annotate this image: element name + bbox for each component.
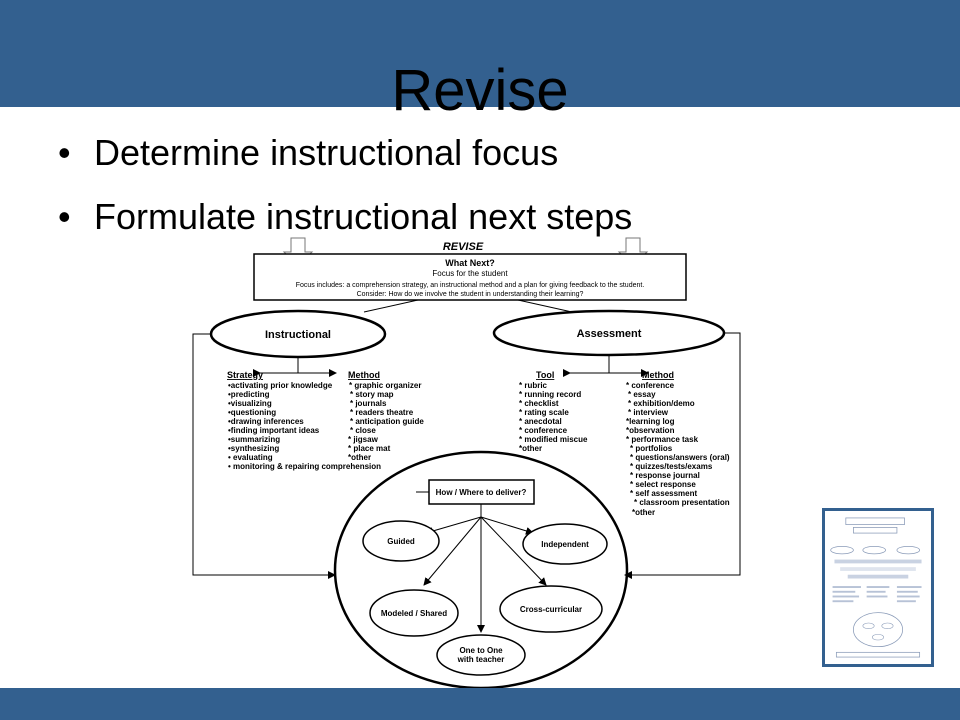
method-header: Method xyxy=(348,370,380,380)
tool-item: * checklist xyxy=(519,399,559,408)
method-item: * journals xyxy=(350,399,387,408)
independent-label: Independent xyxy=(541,540,589,549)
tool-item: * conference xyxy=(519,426,568,435)
method-item: * anticipation guide xyxy=(350,417,424,426)
method-item: * place mat xyxy=(348,444,391,453)
bullet-dot: • xyxy=(58,132,71,173)
cross-curricular-label: Cross-curricular xyxy=(519,605,583,614)
tool-item: *other xyxy=(519,444,543,453)
strategy-header: Strategy xyxy=(227,370,264,380)
connector xyxy=(518,300,572,312)
assessment-method-item: * select response xyxy=(630,480,696,489)
instructional-label: Instructional xyxy=(264,329,332,341)
assessment-method-item: * classroom presentation xyxy=(634,498,730,507)
revise-header: REVISE xyxy=(442,241,484,253)
assessment-method-item: * interview xyxy=(628,408,669,417)
what-next-title: What Next? xyxy=(445,258,495,268)
strategy-item: •predicting xyxy=(228,390,270,399)
assessment-method-item: *observation xyxy=(626,426,675,435)
tool-header: Tool xyxy=(536,370,555,380)
footer-band xyxy=(0,688,960,720)
method-item: * jigsaw xyxy=(348,435,378,444)
strategy-item: •activating prior knowledge xyxy=(228,381,333,390)
bullet-text: Determine instructional focus xyxy=(94,132,559,173)
assessment-method-item: * exhibition/demo xyxy=(628,399,695,408)
assessment-method-item: * performance task xyxy=(626,435,699,444)
consider-text: Consider: How do we involve the student in understanding their learning? xyxy=(356,291,584,298)
method-item: * graphic organizer xyxy=(349,381,422,390)
assessment-method-item: * portfolios xyxy=(630,444,673,453)
assessment-method-item: * quizzes/tests/exams xyxy=(630,462,713,471)
one-to-one-label: One to One xyxy=(459,646,503,655)
tool-item: * rating scale xyxy=(519,408,569,417)
modeled-label: Modeled / Shared xyxy=(380,609,448,618)
strategy-item: •drawing inferences xyxy=(228,417,304,426)
revise-diagram xyxy=(188,230,748,688)
assessment-method-item: * response journal xyxy=(630,471,700,480)
connector xyxy=(364,300,418,312)
guided-label: Guided xyxy=(387,537,415,546)
strategy-item: •synthesizing xyxy=(228,444,280,453)
assessment-method-item: * conference xyxy=(626,381,675,390)
tool-item: * anecdotal xyxy=(519,417,562,426)
method-item: * story map xyxy=(350,390,394,399)
method-item: * readers theatre xyxy=(350,408,414,417)
strategy-item: •questioning xyxy=(228,408,277,417)
assessment-method-header: Method xyxy=(642,370,674,380)
tool-item: * modified miscue xyxy=(519,435,588,444)
assessment-method-item: * questions/answers (oral) xyxy=(630,453,730,462)
bullet-item xyxy=(58,132,558,174)
deliver-question: How / Where to deliver? xyxy=(435,488,527,497)
focus-title: Focus for the student xyxy=(432,269,508,278)
strategy-item: • evaluating xyxy=(228,453,273,462)
assessment-method-item: * self assessment xyxy=(630,489,698,498)
method-item: *other xyxy=(348,453,372,462)
assessment-method-item: * essay xyxy=(628,390,656,399)
focus-description: Focus includes: a comprehension strategy, an instructional method and a plan for giving feedback to the student. xyxy=(295,282,645,289)
method-item: * close xyxy=(350,426,376,435)
one-to-one-label-2: with teacher xyxy=(457,655,505,664)
strategy-item: •summarizing xyxy=(228,435,281,444)
assessment-label: Assessment xyxy=(576,328,642,340)
strategy-item: • monitoring & repairing comprehension xyxy=(228,462,382,471)
assessment-method-item: *learning log xyxy=(626,417,675,426)
diagram-thumbnail xyxy=(822,508,934,667)
tool-item: * running record xyxy=(519,390,582,399)
slide-title: Revise xyxy=(391,58,569,123)
bullet-text: Formulate instructional next steps xyxy=(94,196,633,237)
tool-item: * rubric xyxy=(519,381,548,390)
strategy-item: •finding important ideas xyxy=(228,426,320,435)
strategy-item: •visualizing xyxy=(228,399,272,408)
bullet-dot: • xyxy=(58,196,71,237)
assessment-method-item: *other xyxy=(632,508,656,517)
